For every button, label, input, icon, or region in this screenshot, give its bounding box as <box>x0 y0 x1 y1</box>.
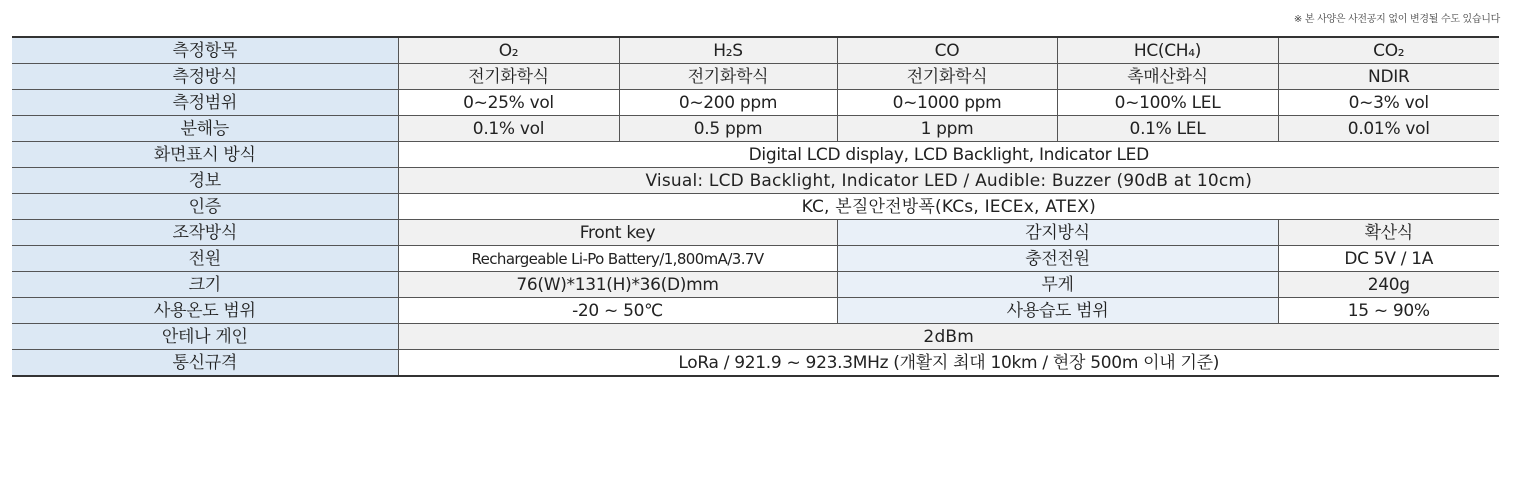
table-row-size <box>12 272 1499 298</box>
gas-h2s: H₂S <box>619 37 837 64</box>
antenna-value: 2dBm <box>398 324 1499 350</box>
table-row-communication <box>12 350 1499 377</box>
table-row-antenna <box>12 324 1499 350</box>
spec-change-notice: ※ 본 사양은 사전공지 없이 변경될 수도 있습니다 <box>1293 14 1500 25</box>
method-co: 전기화학식 <box>837 64 1057 90</box>
range-hc: 0~100% LEL <box>1057 90 1278 116</box>
size-value: 76(W)*131(H)*36(D)mm <box>398 272 837 298</box>
sub-label-weight: 무게 <box>837 272 1278 298</box>
spec-table <box>12 36 1499 377</box>
row-label-temperature: 사용온도 범위 <box>12 298 398 324</box>
display-value: Digital LCD display, LCD Backlight, Indicator LED <box>398 142 1499 168</box>
gas-hc: HC(CH₄) <box>1057 37 1278 64</box>
row-label-certification: 인증 <box>12 194 398 220</box>
row-label-communication: 통신규격 <box>12 350 398 377</box>
method-h2s: 전기화학식 <box>619 64 837 90</box>
range-h2s: 0~200 ppm <box>619 90 837 116</box>
row-label-antenna: 안테나 게인 <box>12 324 398 350</box>
method-o2: 전기화학식 <box>398 64 619 90</box>
method-co2: NDIR <box>1278 64 1499 90</box>
range-co2: 0~3% vol <box>1278 90 1499 116</box>
resolution-o2: 0.1% vol <box>398 116 619 142</box>
resolution-hc: 0.1% LEL <box>1057 116 1278 142</box>
certification-value: KC, 본질안전방폭(KCs, IECEx, ATEX) <box>398 194 1499 220</box>
table-row-measure-item <box>12 37 1499 64</box>
table-row-measure-method <box>12 64 1499 90</box>
row-label-display: 화면표시 방식 <box>12 142 398 168</box>
row-label-power: 전원 <box>12 246 398 272</box>
table-row-resolution <box>12 116 1499 142</box>
charging-value: DC 5V / 1A <box>1278 246 1499 272</box>
row-label-measure-range: 측정범위 <box>12 90 398 116</box>
operation-value: Front key <box>398 220 837 246</box>
table-row-measure-range <box>12 90 1499 116</box>
range-o2: 0~25% vol <box>398 90 619 116</box>
gas-co2: CO₂ <box>1278 37 1499 64</box>
communication-value: LoRa / 921.9 ~ 923.3MHz (개활지 최대 10km / 현장 500m 이내 기준) <box>398 350 1499 377</box>
row-label-alarm: 경보 <box>12 168 398 194</box>
table-row-display <box>12 142 1499 168</box>
method-hc: 촉매산화식 <box>1057 64 1278 90</box>
humidity-value: 15 ~ 90% <box>1278 298 1499 324</box>
gas-o2: O₂ <box>398 37 619 64</box>
row-label-operation: 조작방식 <box>12 220 398 246</box>
sub-label-detection: 감지방식 <box>837 220 1278 246</box>
weight-value: 240g <box>1278 272 1499 298</box>
sub-label-humidity: 사용습도 범위 <box>837 298 1278 324</box>
resolution-h2s: 0.5 ppm <box>619 116 837 142</box>
table-row-certification <box>12 194 1499 220</box>
power-value: Rechargeable Li-Po Battery/1,800mA/3.7V <box>398 246 837 272</box>
row-label-measure-item: 측정항목 <box>12 37 398 64</box>
table-row-operation <box>12 220 1499 246</box>
detection-value: 확산식 <box>1278 220 1499 246</box>
alarm-value: Visual: LCD Backlight, Indicator LED / Audible: Buzzer (90dB at 10cm) <box>398 168 1499 194</box>
temperature-value: -20 ~ 50℃ <box>398 298 837 324</box>
resolution-co2: 0.01% vol <box>1278 116 1499 142</box>
row-label-resolution: 분해능 <box>12 116 398 142</box>
row-label-size: 크기 <box>12 272 398 298</box>
range-co: 0~1000 ppm <box>837 90 1057 116</box>
resolution-co: 1 ppm <box>837 116 1057 142</box>
table-row-temperature <box>12 298 1499 324</box>
row-label-measure-method: 측정방식 <box>12 64 398 90</box>
sub-label-charging: 충전전원 <box>837 246 1278 272</box>
table-row-power <box>12 246 1499 272</box>
table-row-alarm <box>12 168 1499 194</box>
gas-co: CO <box>837 37 1057 64</box>
